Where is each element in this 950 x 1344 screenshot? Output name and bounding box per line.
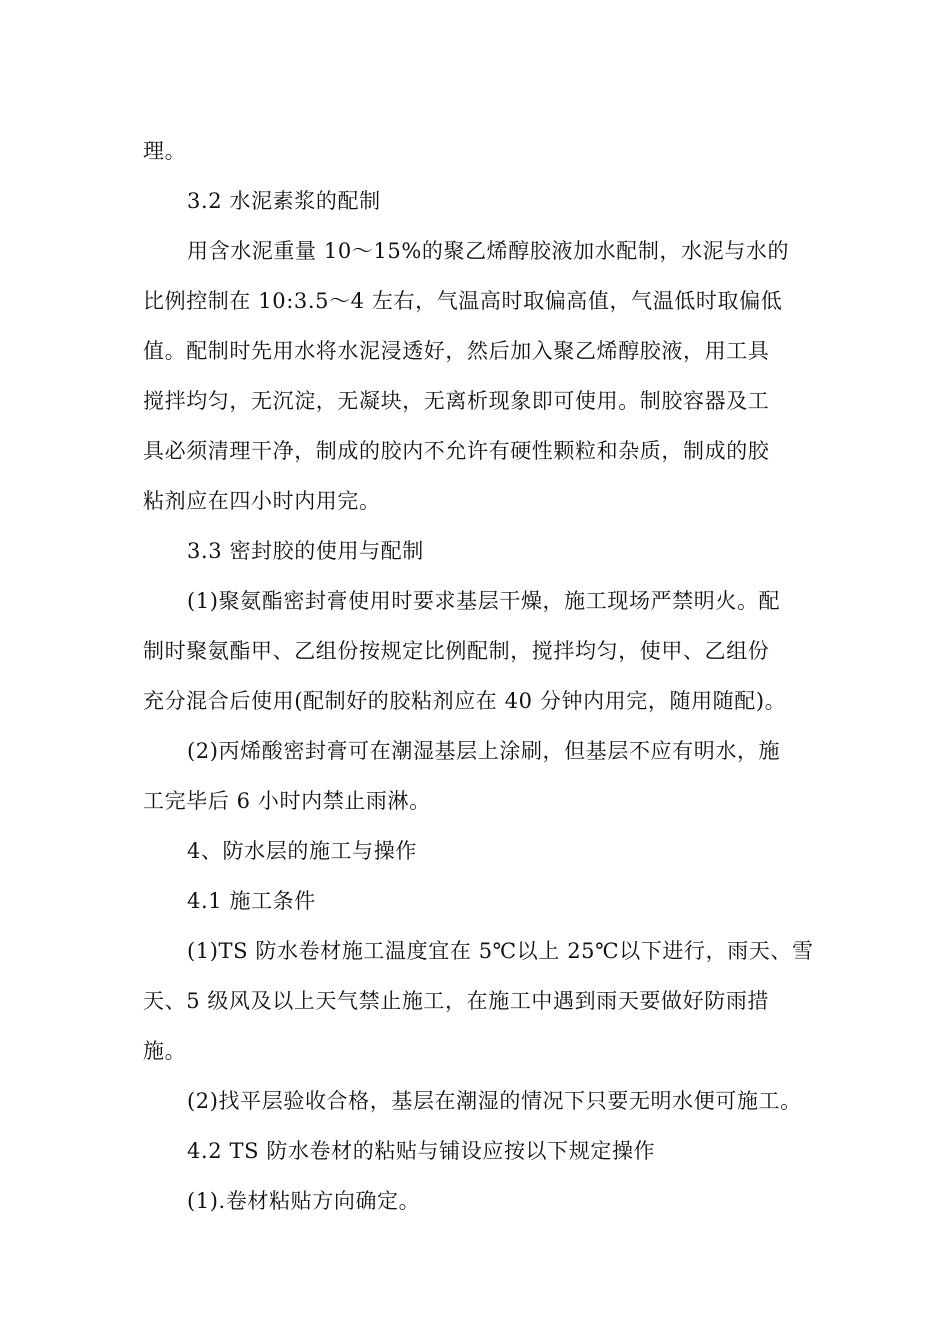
text-line: 搅拌均匀，无沉淀，无凝块，无离析现象即可使用。制胶容器及工: [143, 389, 770, 413]
text-line: 充分混合后使用(配制好的胶粘剂应在 40 分钟内用完，随用随配)。: [143, 689, 787, 713]
text-line: (1)TS 防水卷材施工温度宜在 5℃以上 25℃以下进行，雨天、雪: [187, 939, 814, 963]
text-line: 值。配制时先用水将水泥浸透好，然后加入聚乙烯醇胶液，用工具: [143, 339, 770, 363]
text-line: 粘剂应在四小时内用完。: [143, 489, 381, 513]
text-line: (2)找平层验收合格，基层在潮湿的情况下只要无明水便可施工。: [187, 1089, 802, 1113]
text-line: 用含水泥重量 10～15%的聚乙烯醇胶液加水配制，水泥与水的: [187, 239, 790, 263]
text-line: 具必须清理干净，制成的胶内不允许有硬性颗粒和杂质，制成的胶: [143, 439, 770, 463]
text-line: 施。: [143, 1039, 187, 1063]
section-heading: 4.1 施工条件: [187, 889, 316, 913]
text-line: (2)丙烯酸密封膏可在潮湿基层上涂刷，但基层不应有明水，施: [187, 739, 781, 763]
section-heading: 4、防水层的施工与操作: [187, 839, 417, 863]
text-line: 制时聚氨酯甲、乙组份按规定比例配制，搅拌均匀，使甲、乙组份: [143, 639, 770, 663]
section-heading: 3.3 密封胶的使用与配制: [187, 539, 424, 563]
section-heading: 4.2 TS 防水卷材的粘贴与铺设应按以下规定操作: [187, 1139, 656, 1163]
section-heading: 3.2 水泥素浆的配制: [187, 189, 381, 213]
text-line: 工完毕后 6 小时内禁止雨淋。: [143, 789, 431, 813]
text-line: (1).卷材粘贴方向确定。: [187, 1189, 421, 1213]
text-line: 理。: [143, 139, 187, 163]
text-line: 天、5 级风及以上天气禁止施工，在施工中遇到雨天要做好防雨措: [143, 989, 770, 1013]
text-line: 比例控制在 10:3.5～4 左右，气温高时取偏高值，气温低时取偏低: [143, 289, 783, 313]
text-line: (1)聚氨酯密封膏使用时要求基层干燥，施工现场严禁明火。配: [187, 589, 781, 613]
